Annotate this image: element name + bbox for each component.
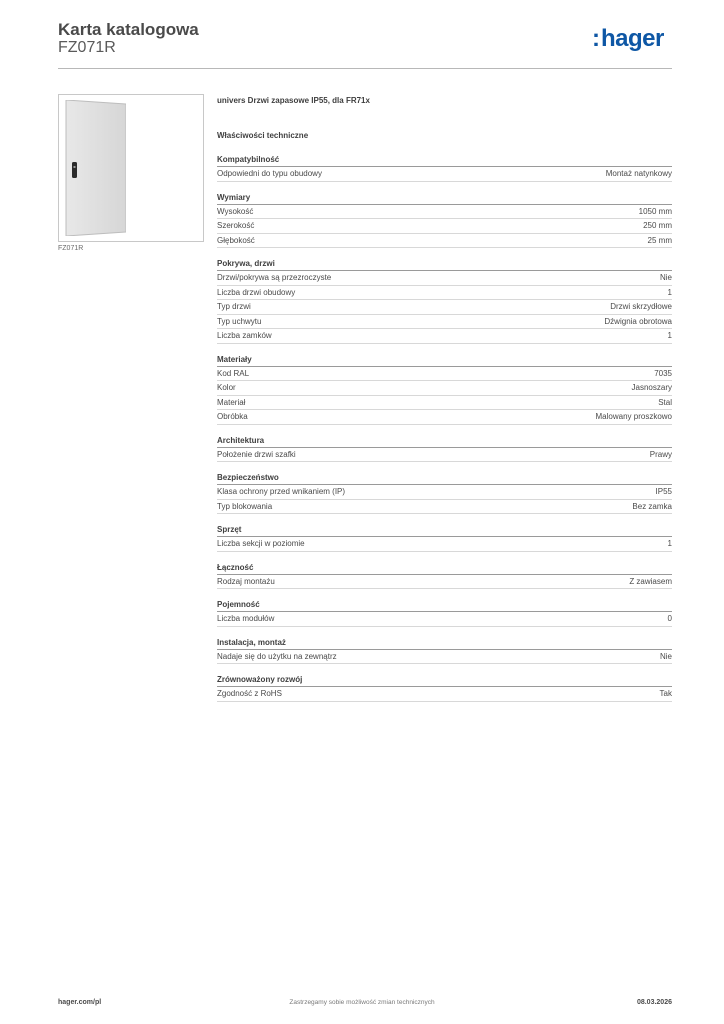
spec-group <box>217 672 672 702</box>
footer-note: Zastrzegamy sobie możliwość zmian technicznych <box>289 999 435 1006</box>
footer-date: 08.03.2026 <box>636 999 672 1006</box>
spec-value: 250 mm <box>643 221 672 230</box>
spec-label: Wysokość <box>217 206 254 216</box>
spec-label: Liczba modułów <box>217 614 275 623</box>
spec-group <box>217 433 672 463</box>
spec-label: Liczba sekcji w poziomie <box>217 539 305 548</box>
hager-logo <box>592 27 664 51</box>
specifications-table <box>217 152 672 710</box>
spec-value: Malowany proszkowo <box>595 412 672 421</box>
spec-label: Typ drzwi <box>217 302 251 311</box>
product-reference: FZ071R <box>58 39 116 56</box>
spec-row <box>217 205 672 220</box>
spec-row <box>217 612 672 627</box>
spec-value: 0 <box>667 614 672 623</box>
spec-label: Liczba drzwi obudowy <box>217 287 296 297</box>
spec-value: 25 mm <box>647 235 672 245</box>
spec-label: Typ uchwytu <box>217 316 262 326</box>
door-panel-image <box>64 100 126 236</box>
header-divider <box>58 68 672 69</box>
spec-group-heading: Kompatybilność <box>217 155 280 164</box>
spec-row <box>217 234 672 249</box>
spec-row <box>217 167 672 182</box>
spec-group-heading: Łączność <box>217 562 254 572</box>
spec-label: Zgodność z RoHS <box>217 689 282 698</box>
spec-row <box>217 367 672 382</box>
spec-label: Rodzaj montażu <box>217 576 275 586</box>
spec-value: 1 <box>667 331 672 340</box>
spec-value: Nie <box>659 273 672 282</box>
spec-group <box>217 597 672 627</box>
spec-label: Liczba zamków <box>217 331 272 340</box>
spec-value: 7035 <box>654 368 672 378</box>
spec-group-heading: Materiały <box>217 354 252 364</box>
spec-row <box>217 650 672 665</box>
spec-row <box>217 315 672 330</box>
spec-label: Położenie drzwi szafki <box>217 449 296 459</box>
spec-value: 1 <box>667 539 672 548</box>
product-description: univers Drzwi zapasowe IP55, dla FR71x <box>217 96 370 105</box>
spec-row <box>217 448 672 463</box>
spec-value: 1050 mm <box>638 206 672 216</box>
spec-label: Nadaje się do użytku na zewnątrz <box>217 651 337 661</box>
spec-row <box>217 381 672 396</box>
spec-label: Drzwi/pokrywa są przezroczyste <box>217 273 332 282</box>
spec-value: Dźwignia obrotowa <box>604 316 672 326</box>
spec-row <box>217 485 672 500</box>
spec-group <box>217 470 672 514</box>
spec-group <box>217 152 672 182</box>
spec-group-heading: Pokrywa, drzwi <box>217 259 275 268</box>
spec-group <box>217 635 672 665</box>
spec-row <box>217 575 672 590</box>
spec-label: Kod RAL <box>217 368 250 378</box>
spec-value: Bez zamka <box>632 501 672 511</box>
spec-group-heading: Architektura <box>217 435 265 445</box>
logo-text: hager <box>601 25 664 52</box>
spec-row <box>217 500 672 515</box>
page-title: Karta katalogowa <box>58 20 199 39</box>
spec-value: Drzwi skrzydłowe <box>610 302 672 311</box>
spec-row <box>217 286 672 301</box>
spec-label: Głębokość <box>217 235 255 245</box>
spec-label: Szerokość <box>217 221 255 230</box>
spec-label: Kolor <box>217 383 236 392</box>
footer-website-link[interactable]: hager.com/pl <box>58 999 102 1006</box>
spec-row <box>217 537 672 552</box>
spec-value: IP55 <box>655 487 672 496</box>
spec-value: Prawy <box>649 449 672 459</box>
spec-row <box>217 300 672 315</box>
spec-row <box>217 410 672 425</box>
spec-value: 1 <box>667 287 672 297</box>
image-caption: FZ071R <box>58 245 84 252</box>
spec-group <box>217 560 672 590</box>
spec-group <box>217 352 672 425</box>
spec-label: Obróbka <box>217 412 248 421</box>
spec-group-heading: Instalacja, montaż <box>217 637 286 647</box>
spec-value: Jasnoszary <box>631 383 672 392</box>
spec-group-heading: Zrównoważony rozwój <box>217 675 303 684</box>
spec-group <box>217 190 672 249</box>
spec-group-heading: Sprzęt <box>217 525 242 534</box>
spec-label: Odpowiedni do typu obudowy <box>217 169 322 178</box>
spec-group-heading: Wymiary <box>217 192 251 202</box>
spec-value: Montaż natynkowy <box>605 169 672 178</box>
spec-label: Klasa ochrony przed wnikaniem (IP) <box>217 487 346 496</box>
spec-row <box>217 329 672 344</box>
spec-label: Materiał <box>217 397 246 407</box>
spec-group-heading: Bezpieczeństwo <box>217 473 279 482</box>
spec-label: Typ blokowania <box>217 501 273 511</box>
technical-properties-heading: Właściwości techniczne <box>217 131 309 140</box>
spec-row <box>217 687 672 702</box>
spec-value: Z zawiasem <box>629 576 672 586</box>
spec-value: Tak <box>659 689 672 698</box>
spec-row <box>217 271 672 286</box>
spec-group <box>217 522 672 552</box>
spec-row <box>217 219 672 234</box>
logo-colon-icon: : <box>592 25 600 52</box>
spec-value: Stal <box>658 397 672 407</box>
spec-group <box>217 256 672 344</box>
spec-value: Nie <box>659 651 672 661</box>
spec-row <box>217 396 672 411</box>
product-image-frame <box>58 94 204 242</box>
spec-group-heading: Pojemność <box>217 600 260 609</box>
